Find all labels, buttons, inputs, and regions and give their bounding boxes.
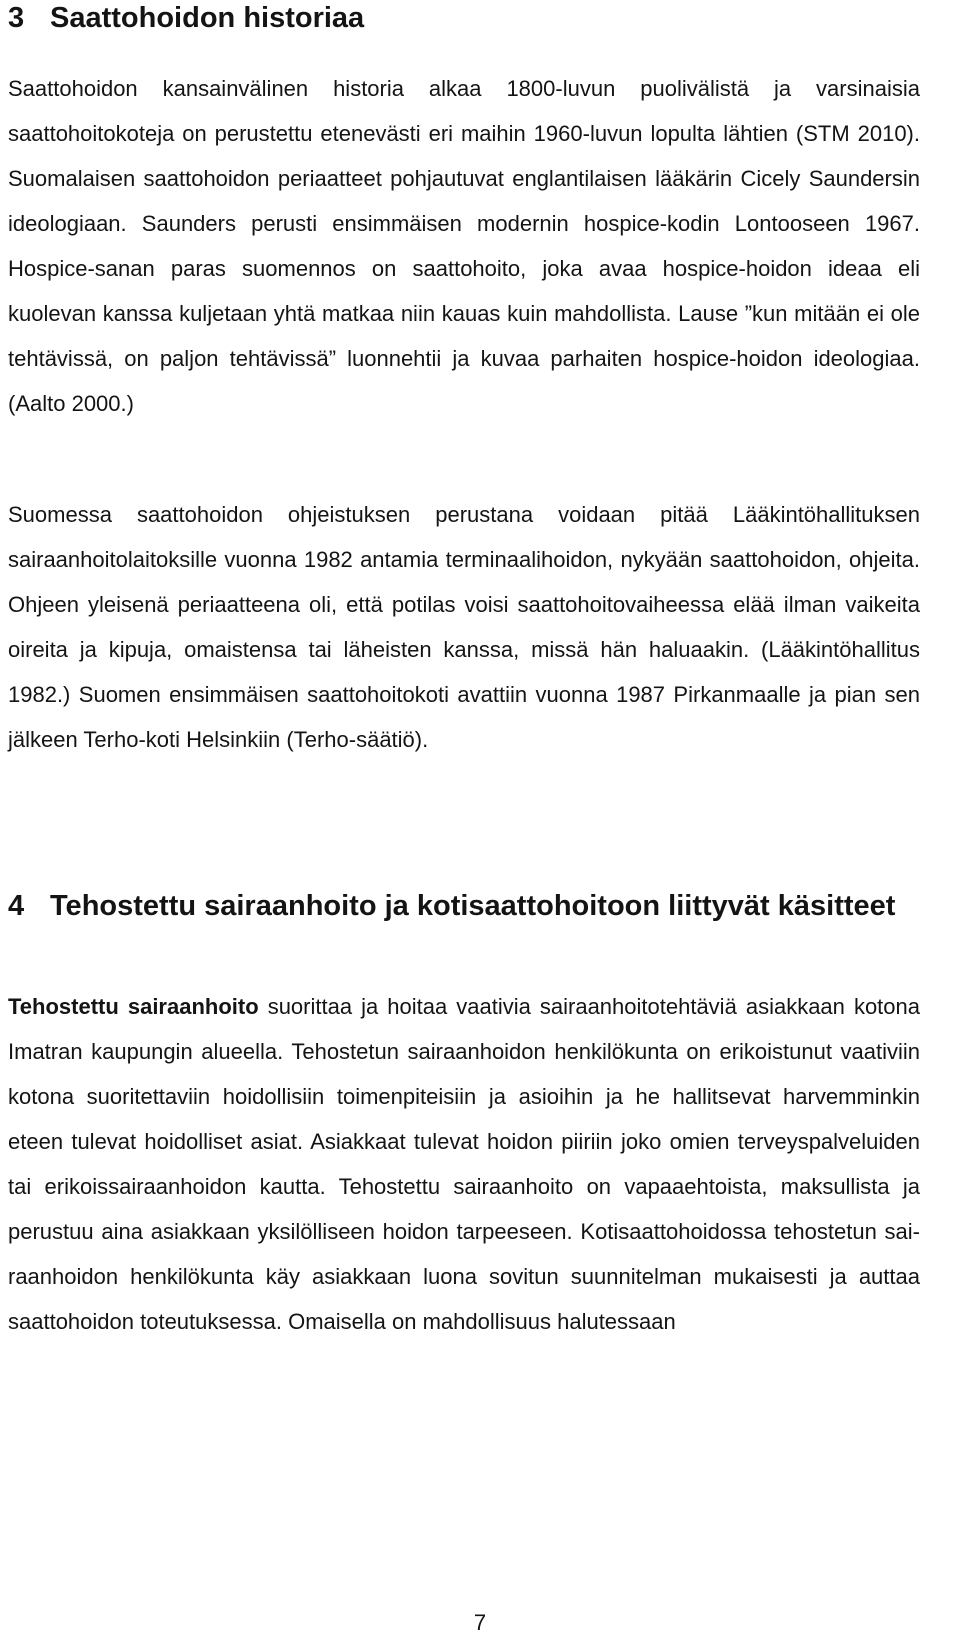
section-3-paragraph-2: Suomessa saattohoidon ohjeistuksen perustana voidaan pitää Lääkintöhallituksen sairaanhoitolaitoksille vuonna 1982 antamia terminaalihoidon, nykyään saattohoidon, ohjeita. Ohjeen yleisenä periaatteena oli, että potilas voisi saattohoitovaiheessa elää ilman vaikeita oireita ja kipuja, omaistensa tai läheisten kanssa, missä hän haluaakin. (Lääkintöhallitus 1982.) Suomen ensimmäisen saattohoitokoti avattiin vuonna 1987 Pirkanmaalle ja pian sen jälkeen Terho-koti Helsinkiin (Terho-säätiö). (8, 502, 920, 752)
page-number: 7 (473, 1610, 487, 1635)
section-3-number: 3 (8, 2, 25, 34)
section-3-paragraph-1: Saattohoidon kansainvälinen historia alkaa 1800-luvun puolivälistä ja varsinaisia saattohoitokoteja on perustettu etenevästi eri maihin 1960-luvun lopulta lähtien (STM 2010). Suomalaisen saattohoidon periaatteet pohjautuvat englantilaisen lääkärin Cicely Saundersin ideologiaan. Saunders perusti ensimmäisen modernin hospice-kodin Lontooseen 1967. Hospice-sanan paras suomennos on saattohoito, joka avaa hospice-hoidon ideaa eli kuolevan kanssa kuljetaan yhtä matkaa niin kauas kuin mahdollista. Lause ”kun mitään ei ole tehtävissä, on paljon tehtävissä” luonnehtii ja kuvaa parhaiten hospice-hoidon ideologiaa. (Aalto 2000.) (8, 76, 920, 416)
section-4-paragraph-1 (8, 984, 920, 1344)
section-4-heading (8, 880, 920, 932)
section-3-title: Saattohoidon historiaa (50, 2, 365, 34)
bold-term: Tehostettu sairaanhoito (8, 994, 259, 1019)
section-3-heading (8, 0, 920, 44)
section-4-title: Tehostettu sairaanhoito ja kotisaattohoitoon liittyvät käsitteet (50, 890, 896, 922)
section-4-number: 4 (8, 890, 25, 922)
section-4-paragraph-1-text: suorittaa ja hoitaa vaativia sairaanhoitotehtäviä asiakkaan kotona Imatran kaupungin alueella. Tehostetun sairaanhoidon henkilökunta on erikoistunut vaativiin kotona suoritettaviin hoidollisiin toimenpiteisiin ja asioihin ja he hallitsevat harvemminkin eteen tulevat hoidolliset asiat. Asiakkaat tulevat hoidon piiriin joko omien terveyspalveluiden tai erikoissairaanhoidon kautta. Tehostettu sairaanhoito on vapaaehtoista, maksullista ja perustuu aina asiakkaan yksilölliseen hoidon tarpeeseen. Kotisaattohoidossa tehostetun sairaanhoidon henkilökunta käy asiakkaan luona sovitun suunnitelman mukaisesti ja auttaa saattohoidon toteutuksessa. Omaisella on mahdollisuus halutessaan (8, 994, 920, 1334)
